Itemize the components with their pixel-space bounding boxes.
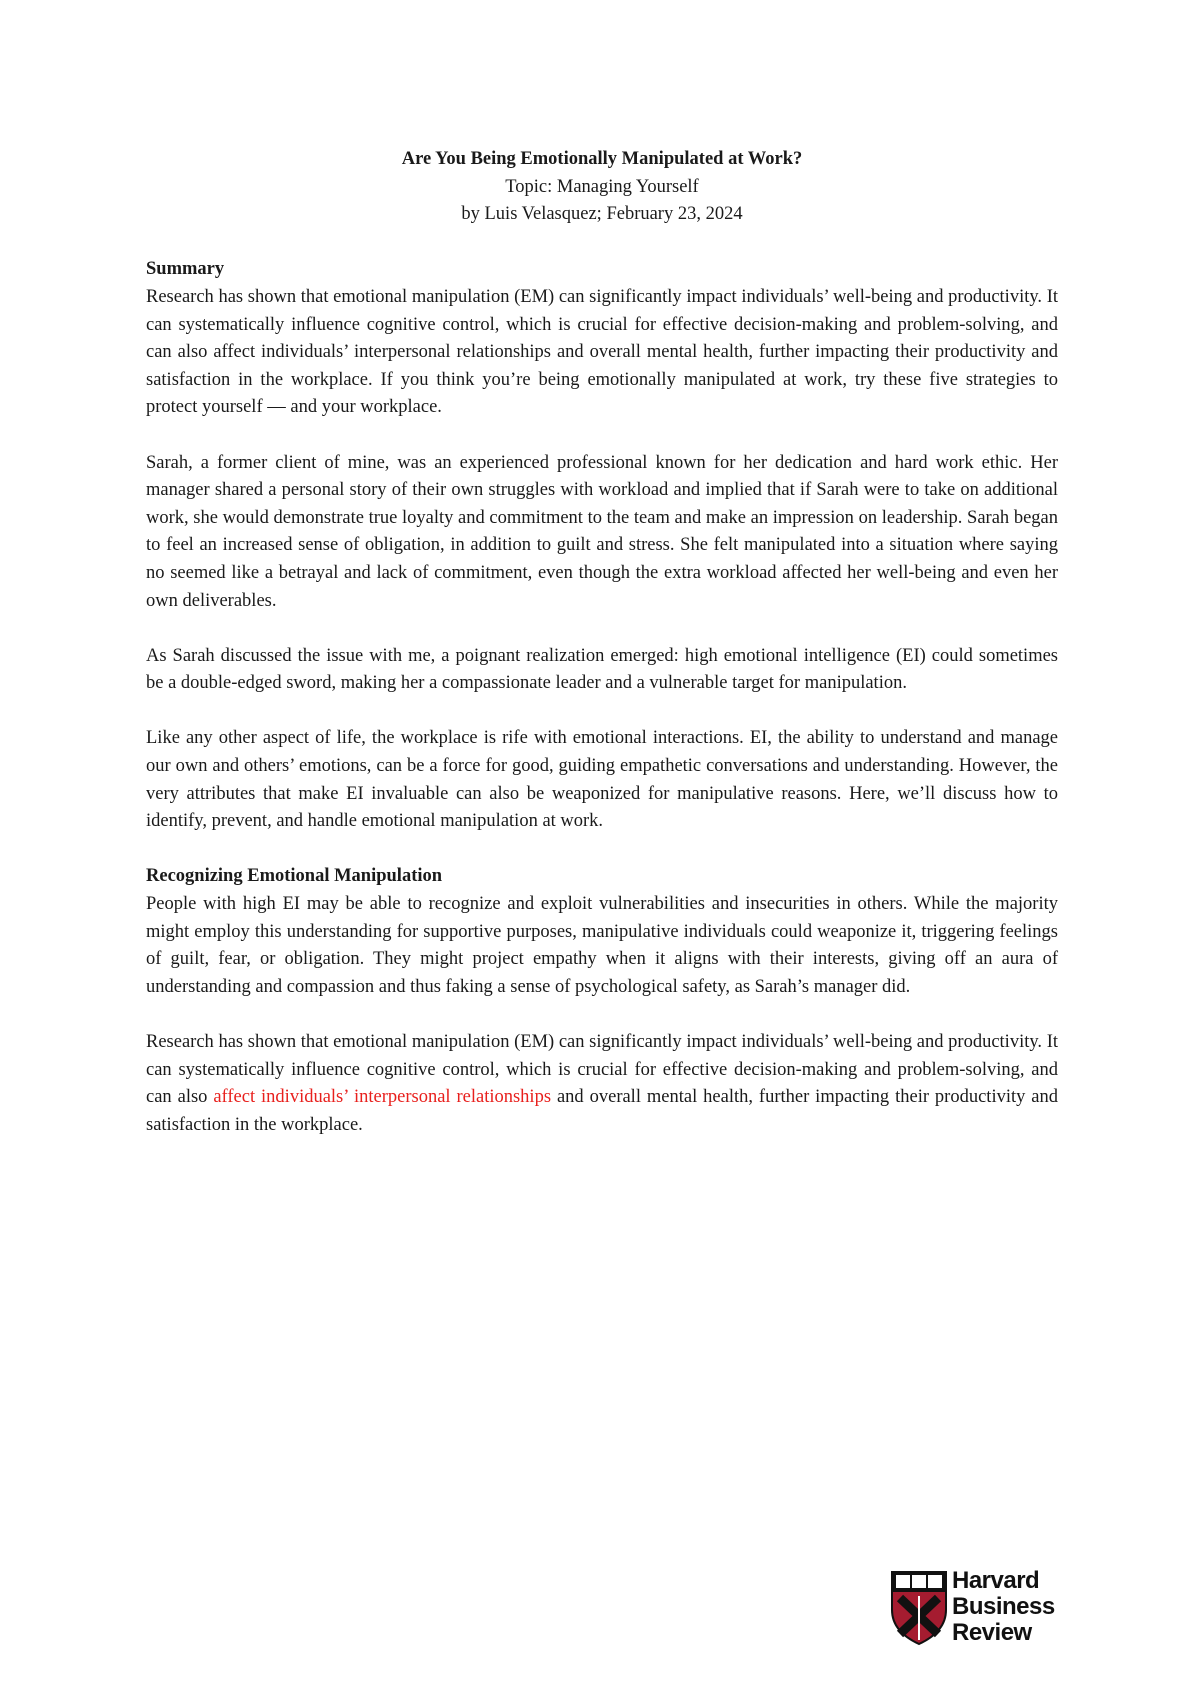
summary-heading: Summary — [146, 259, 225, 280]
article-topic: Topic: Managing Yourself — [505, 176, 699, 197]
recognizing-paragraph: People with high EI may be able to recognize and exploit vulnerabilities and insecurities in others. While the majority might employ this understanding for supportive purposes, manipulative individuals could weaponize it, triggering feelings of guilt, fear, or obligation. They might project empathy when it aligns with their interests, giving off an aura of understanding and compassion and thus faking a sense of psychological safety, as Sarah’s manager did. — [146, 894, 1058, 997]
document-page — [146, 146, 1058, 1139]
body-paragraph-3: Like any other aspect of life, the workplace is rife with emotional interactions. EI, the ability to understand and manage our own and others’ emotions, can be a force for good, guiding empathetic conversations and understanding. However, the very attributes that make EI invaluable can also be weaponized for manipulative reasons. Here, we’ll discuss how to identify, prevent, and handle emotional manipulation at work. — [146, 728, 1058, 832]
body-paragraph-2: As Sarah discussed the issue with me, a poignant realization emerged: high emotional intelligence (EI) could sometimes be a double-edged sword, making her a compassionate leader and a vulnerable target for manipulation. — [146, 645, 1058, 694]
logo-line-harvard: Harvard — [952, 1567, 1040, 1594]
spacer — [146, 615, 1058, 643]
spacer — [146, 422, 1058, 450]
body-paragraph-1: Sarah, a former client of mine, was an experienced professional known for her dedication and hard work ethic. Her manager shared a personal story of their own struggles with workload and implied that if Sarah were to take on additional work, she would demonstrate true loyalty and commitment to the team and make an impression on leadership. Sarah began to feel an increased sense of obligation, in addition to guilt and stress. She felt manipulated into a situation where saying no seemed like a betrayal and lack of commitment, even though the extra workload affected her well-being and even her own deliverables. — [146, 452, 1058, 611]
final-text-before: Research has shown that emotional manipulation (EM) can significantly impact individuals’ well-being and productivity. It can systematically influence cognitive control, which is crucial for effective decision-making and problem-solving, and can also — [146, 1032, 1058, 1108]
logo-wordmark — [952, 1568, 1055, 1646]
article-header — [146, 146, 1058, 229]
logo-line-business: Business — [952, 1593, 1055, 1620]
hbr-logo — [890, 1568, 1062, 1646]
spacer — [146, 836, 1058, 864]
recognizing-heading: Recognizing Emotional Manipulation — [146, 866, 443, 887]
logo-line-review: Review — [952, 1619, 1032, 1646]
summary-paragraph: Research has shown that emotional manipulation (EM) can significantly impact individuals’ well-being and productivity. It can systematically influence cognitive control, which is crucial for effective decision-making and problem-solving, and can also affect individuals’ interpersonal relationships and overall mental health, further impacting their productivity and satisfaction in the workplace. If you think you’re being emotionally manipulated at work, try these five strategies to protect yourself — and your workplace. — [146, 286, 1058, 418]
article-byline: by Luis Velasquez; February 23, 2024 — [461, 204, 743, 225]
harvard-shield-icon — [890, 1570, 948, 1646]
final-paragraph — [146, 1029, 1058, 1139]
spacer — [146, 698, 1058, 726]
highlighted-text: affect individuals’ interpersonal relationships — [213, 1087, 552, 1108]
spacer — [146, 229, 1058, 257]
article-title: Are You Being Emotionally Manipulated at Work? — [401, 149, 803, 169]
spacer — [146, 1001, 1058, 1029]
final-text-after: and overall mental health, further impacting their productivity and satisfaction in the workplace. — [146, 1087, 1059, 1135]
